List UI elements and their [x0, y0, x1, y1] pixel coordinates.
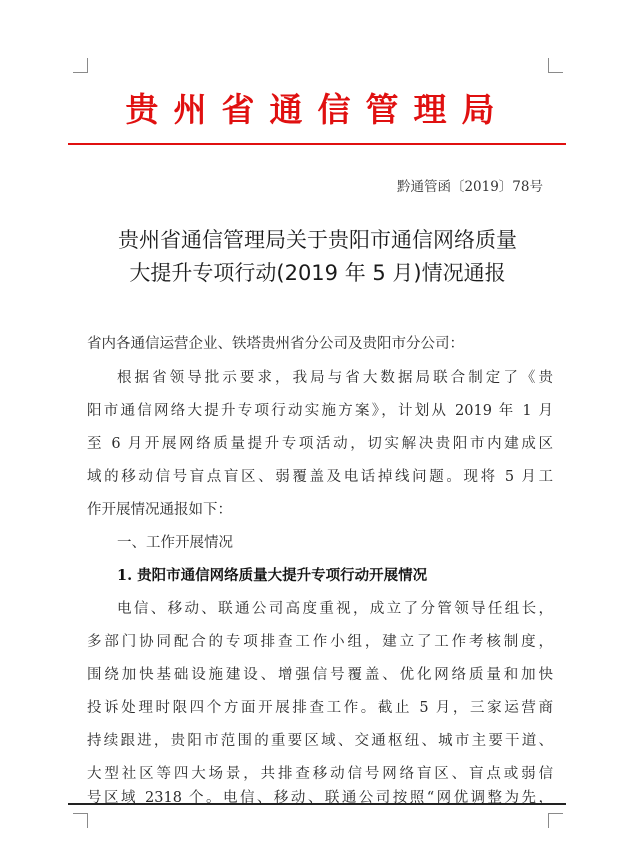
para2-line: 电信、移动、联通公司高度重视，成立了分管领导任组长， [117, 601, 553, 617]
document-title [0, 224, 635, 290]
section-heading: 一、工作开展情况 [117, 535, 233, 551]
addressee: 省内各通信运营企业、铁塔贵州省分公司及贵阳市分公司： [87, 336, 464, 352]
corner-mark-bottom-right [548, 813, 563, 828]
letterhead-agency: 贵州省通信管理局 [125, 90, 510, 129]
para1-line: 阳市通信网络大提升专项行动实施方案》，计划从 2019 年 1 月 [87, 403, 553, 419]
para2-line: 持续跟进，贵阳市范围的重要区域、交通枢纽、城市主要干道、 [87, 733, 553, 749]
para2-line: 投诉处理时限四个方面开展排查工作。截止 5 月，三家运营商 [87, 700, 553, 716]
para2-line: 大型社区等四大场景，共排查移动信号网络盲区、盲点或弱信 [87, 766, 553, 782]
para1-line: 根据省领导批示要求，我局与省大数据局联合制定了《贵 [117, 370, 553, 386]
title-line-1: 贵州省通信管理局关于贵阳市通信网络质量 [118, 228, 517, 252]
page-bottom-divider [68, 803, 566, 805]
title-line-2: 大提升专项行动(2019 年 5 月)情况通报 [129, 261, 506, 285]
letterhead-divider [68, 143, 566, 145]
corner-mark-top-right [548, 58, 563, 73]
document-number: 黔通管函〔2019〕78号 [396, 179, 543, 195]
para1-line: 域的移动信号盲点盲区、弱覆盖及电话掉线问题。现将 5 月工 [87, 469, 553, 485]
para2-line: 号区域 2318 个。电信、移动、联通公司按照“网优调整为先， [87, 790, 553, 806]
para2-line: 围绕加快基础设施建设、增强信号覆盖、优化网络质量和加快 [87, 667, 553, 683]
para1-line: 至 6 月开展网络质量提升专项活动，切实解决贵阳市内建成区 [87, 436, 553, 452]
para1-line: 作开展情况通报如下： [87, 502, 232, 518]
subsection-heading: 1. 贵阳市通信网络质量大提升专项行动开展情况 [117, 567, 428, 584]
corner-mark-bottom-left [73, 813, 88, 828]
para2-line: 多部门协同配合的专项排查工作小组，建立了工作考核制度， [87, 634, 553, 650]
corner-mark-top-left [73, 58, 88, 73]
